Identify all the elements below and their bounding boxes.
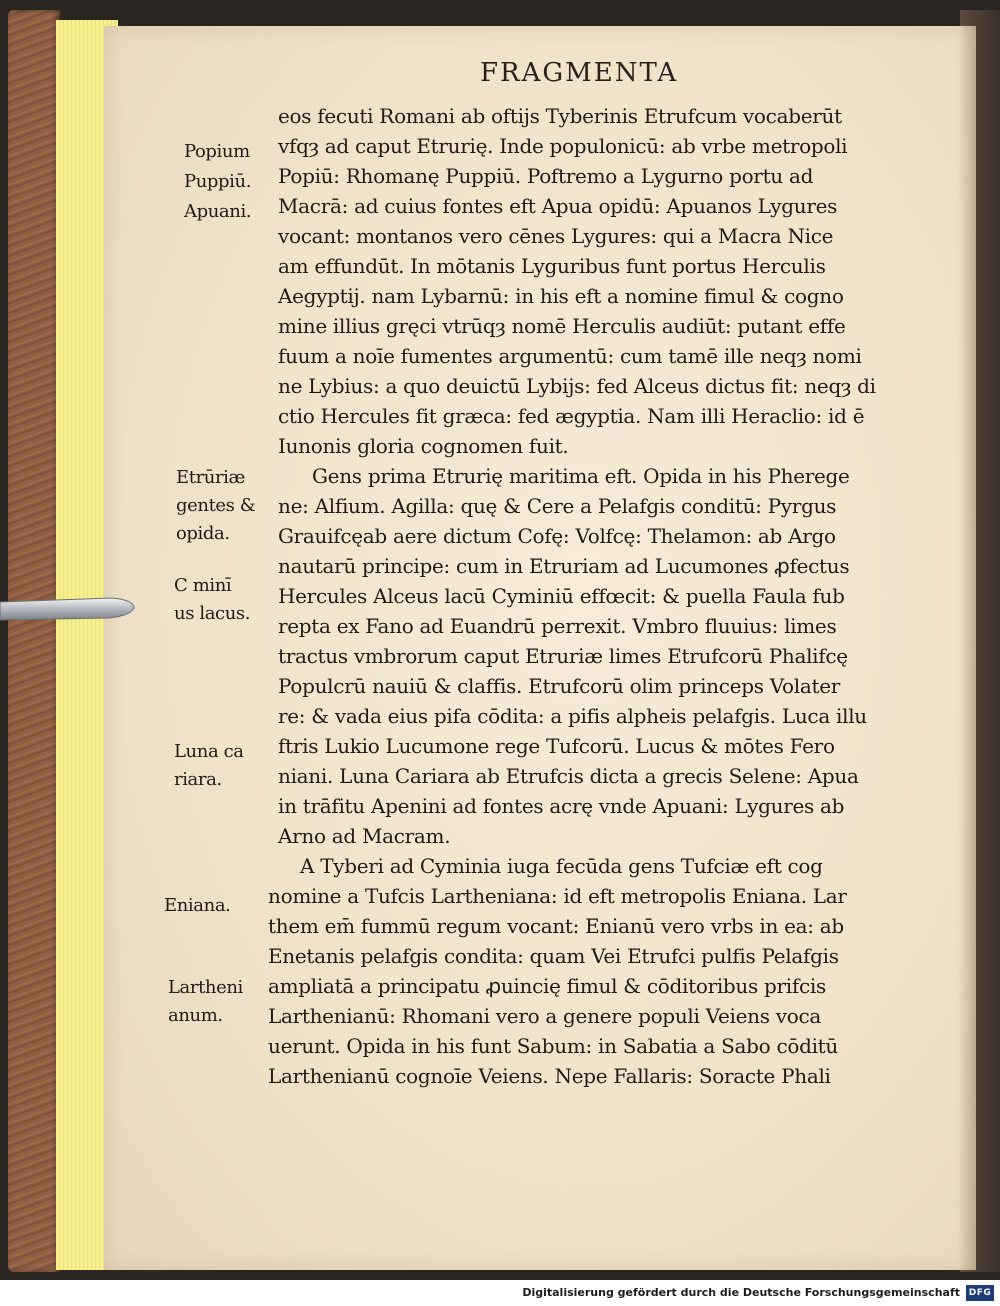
body-line: in trāfitu Apenini ad fontes acrę vnde Apuani: Lygures ab — [278, 794, 845, 818]
body-line: Macrā: ad cuius fontes eft Apua opidū: Apuanos Lygures — [278, 194, 838, 218]
body-line: ne: Alfium. Agilla: quę & Cere a Pelafgis conditū: Pyrgus — [278, 494, 837, 518]
margin-note: Luna ca — [174, 741, 244, 762]
body-line: eos fecuti Romani ab oftijs Tyberinis Etrufcum vocaberūt — [278, 104, 842, 128]
body-line: Arno ad Macram. — [278, 824, 451, 848]
body-line: am effundūt. In mōtanis Lyguribus funt portus Herculis — [278, 254, 826, 278]
running-head: FRAGMENTA — [480, 58, 679, 88]
body-line: uerunt. Opida in his funt Sabum: in Sabatia a Sabo cōditū — [268, 1034, 839, 1058]
body-line: Hercules Alceus lacū Cyminiū effœcit: & puella Faula fub — [278, 584, 845, 608]
margin-note: C minī — [174, 575, 232, 596]
dfg-logo: DFG — [966, 1285, 994, 1301]
body-line: them em̄ fummū regum vocant: Enianū vero vrbs in ea: ab — [268, 914, 844, 938]
body-line: Enetanis pelafgis condita: quam Vei Etrufci pulfis Pelafgis — [268, 944, 839, 968]
body-line: niani. Luna Cariara ab Etrufcis dicta a grecis Selene: Apua — [278, 764, 859, 788]
margin-note: Puppiū. — [184, 171, 252, 192]
body-line: Grauifcęab aere dictum Cofę: Volfcę: Thelamon: ab Argo — [278, 524, 836, 548]
digitization-credit: Digitalisierung gefördert durch die Deutsche Forschungsgemeinschaft — [522, 1286, 960, 1299]
margin-note: us lacus. — [174, 603, 251, 624]
body-line: ampliatā a principatu ꝓuincię fimul & cōditoribus prifcis — [268, 974, 826, 998]
page-marker-clip — [0, 594, 138, 624]
body-line: Aegyptij. nam Lybarnū: in his eft a nomine fimul & cogno — [278, 284, 844, 308]
body-line: Gens prima Etrurię maritima eft. Opida in his Pherege — [312, 464, 850, 488]
margin-note: Popium — [184, 141, 250, 162]
margin-note: gentes & — [176, 495, 256, 516]
body-line: re: & vada eius pifa cōdita: a pifis alpheis pelafgis. Luca illu — [278, 704, 867, 728]
body-line: nomine a Tufcis Lartheniana: id eft metropolis Eniana. Lar — [268, 884, 847, 908]
body-line: repta ex Fano ad Euandrū perrexit. Vmbro fluuius: limes — [278, 614, 837, 638]
body-line: Popiū: Rhomanę Puppiū. Poftremo a Lygurno portu ad — [278, 164, 814, 188]
margin-note: Eniana. — [164, 895, 231, 916]
margin-note: Lartheni — [168, 977, 243, 998]
body-line: Larthenianū: Rhomani vero a genere populi Veiens voca — [268, 1004, 821, 1028]
body-line: ctio Hercules fit græca: fed ægyptia. Nam illi Heraclio: id ē — [278, 404, 865, 428]
body-line: Larthenianū cognoīe Veiens. Nepe Fallaris: Soracte Phali — [268, 1064, 831, 1088]
margin-note: Etrūriæ — [176, 467, 246, 488]
margin-note: opida. — [176, 523, 230, 544]
scan-dust-speck — [968, 26, 972, 30]
page-fold-shadow — [958, 26, 976, 1270]
body-line: fuum a noīe fumentes argumentū: cum tamē ille neqȝ nomi — [278, 344, 862, 368]
body-line: ftris Lukio Lucumone rege Tufcorū. Lucus & mōtes Fero — [278, 734, 835, 758]
binding-board-left — [8, 10, 60, 1272]
body-line: mine illius gręci vtrūqȝ nomē Herculis audiūt: putant effe — [278, 314, 846, 338]
body-line: Iunonis gloria cognomen fuit. — [278, 434, 569, 458]
body-line: vfqȝ ad caput Etrurię. Inde populonicū: ab vrbe metropoli — [278, 134, 848, 158]
body-line: Populcrū nauiū & claffis. Etrufcorū olim princeps Volater — [278, 674, 841, 698]
body-line: ne Lybius: a quo deuictū Lybijs: fed Alceus dictus fit: neqȝ di — [278, 374, 876, 398]
body-line: A Tyberi ad Cyminia iuga fecūda gens Tufciæ eft cog — [300, 854, 823, 878]
margin-note: riara. — [174, 769, 222, 790]
margin-note: Apuani. — [184, 201, 252, 222]
body-line: tractus vmbrorum caput Etruriæ limes Etrufcorū Phalifcę — [278, 644, 848, 668]
margin-note: anum. — [168, 1005, 223, 1026]
body-line: vocant: montanos vero cēnes Lygures: qui a Macra Nice — [278, 224, 834, 248]
body-line: nautarū principe: cum in Etruriam ad Lucumones ꝓfectus — [278, 554, 850, 578]
